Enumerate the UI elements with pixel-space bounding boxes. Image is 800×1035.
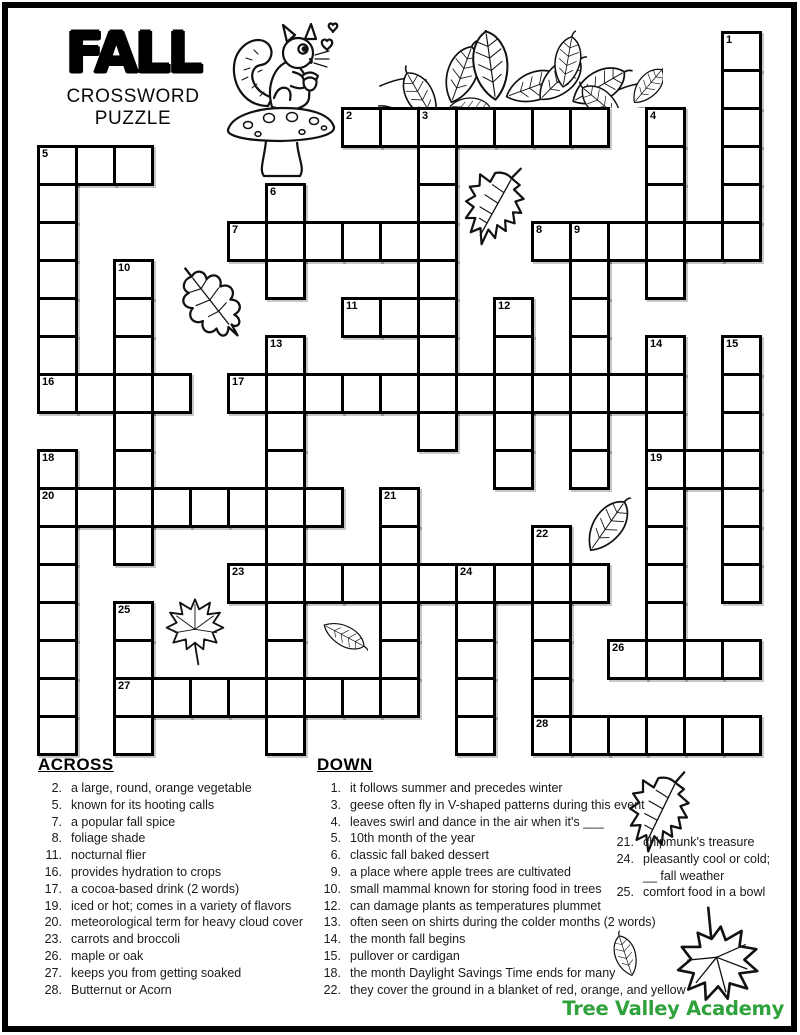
clue-list-number: 25. <box>616 885 634 900</box>
down-clues-right-column <box>612 829 782 901</box>
grid-cell[interactable] <box>569 563 610 604</box>
across-clue <box>38 830 318 847</box>
grid-cell[interactable] <box>151 487 192 528</box>
grid-cell[interactable] <box>645 715 686 756</box>
grid-cell[interactable] <box>417 563 458 604</box>
grid-cell[interactable] <box>569 297 610 338</box>
clue-list-number: 5. <box>330 831 341 846</box>
grid-cell[interactable] <box>493 449 534 490</box>
grid-cell[interactable] <box>113 297 154 338</box>
clue-list-text: nocturnal flier <box>71 848 147 863</box>
clue-list-number: 24. <box>616 851 634 866</box>
grid-cell[interactable] <box>645 145 686 186</box>
clue-number: 1 <box>726 34 733 46</box>
clue-list-number: 7. <box>51 814 62 829</box>
grid-cell[interactable] <box>379 221 420 262</box>
clue-number: 4 <box>650 110 657 122</box>
grid-cell[interactable] <box>265 487 306 528</box>
grid-cell[interactable] <box>379 601 420 642</box>
clue-list-text: provides hydration to crops <box>71 864 222 879</box>
clue-list-number: 27. <box>44 965 62 980</box>
grid-cell[interactable] <box>721 145 762 186</box>
clue-list-number: 4. <box>330 814 341 829</box>
grid-cell[interactable] <box>113 259 154 300</box>
grid-cell[interactable] <box>37 335 78 376</box>
clue-list-text: a place where apple trees are cultivated <box>350 864 571 879</box>
clue-list-number: 12. <box>323 898 341 913</box>
grid-cell[interactable] <box>37 373 78 414</box>
clue-list-text: the month fall begins <box>350 932 466 947</box>
grid-cell[interactable] <box>493 563 534 604</box>
grid-cell[interactable] <box>113 715 154 756</box>
leaf-pile-icon <box>378 30 663 108</box>
clue-list-text: leaves swirl and dance in the air when it's ___ <box>350 814 604 829</box>
clue-list-number: 9. <box>330 864 341 879</box>
down-clue <box>612 851 782 885</box>
down-clue <box>612 834 782 851</box>
grid-cell[interactable] <box>113 335 154 376</box>
grid-cell[interactable] <box>569 335 610 376</box>
grid-cell[interactable] <box>455 107 496 148</box>
grid-cell[interactable] <box>303 221 344 262</box>
across-clue <box>38 898 318 915</box>
grid-cell[interactable] <box>341 677 382 718</box>
clue-list-text: a cocoa-based drink (2 words) <box>71 881 240 896</box>
grid-cell[interactable] <box>645 487 686 528</box>
grid-cell[interactable] <box>721 31 762 72</box>
grid-cell[interactable] <box>721 639 762 680</box>
grid-cell[interactable] <box>645 335 686 376</box>
grid-cell[interactable] <box>265 183 306 224</box>
grid-cell[interactable] <box>531 601 572 642</box>
grid-cell[interactable] <box>683 639 724 680</box>
clue-number: 11 <box>346 300 358 312</box>
grid-cell[interactable] <box>379 487 420 528</box>
grid-cell[interactable] <box>721 411 762 452</box>
grid-cell[interactable] <box>721 183 762 224</box>
grid-cell[interactable] <box>37 487 78 528</box>
clue-list-number: 19. <box>44 898 62 913</box>
clue-number: 10 <box>118 262 131 274</box>
grid-cell[interactable] <box>493 297 534 338</box>
grid-cell[interactable] <box>645 449 686 490</box>
grid-cell[interactable] <box>379 373 420 414</box>
across-clue <box>38 780 318 797</box>
across-clue <box>38 948 318 965</box>
maple-leaf-icon <box>158 596 232 666</box>
down-clue <box>317 931 787 948</box>
grid-cell[interactable] <box>721 525 762 566</box>
grid-cell[interactable] <box>721 221 762 262</box>
grid-cell[interactable] <box>493 335 534 376</box>
grid-cell[interactable] <box>721 373 762 414</box>
clue-number: 24 <box>460 566 473 578</box>
grid-cell[interactable] <box>113 411 154 452</box>
grid-cell[interactable] <box>151 677 192 718</box>
grid-cell[interactable] <box>113 601 154 642</box>
grid-cell[interactable] <box>645 221 686 262</box>
clue-list-number: 5. <box>51 797 62 812</box>
grid-cell[interactable] <box>151 373 192 414</box>
clue-number: 26 <box>612 642 625 654</box>
grid-cell[interactable] <box>227 221 268 262</box>
down-clue <box>317 965 787 982</box>
grid-cell[interactable] <box>569 259 610 300</box>
across-clue <box>38 847 318 864</box>
grid-cell[interactable] <box>227 487 268 528</box>
grid-cell[interactable] <box>531 677 572 718</box>
grid-cell[interactable] <box>113 449 154 490</box>
across-clue <box>38 982 318 999</box>
grid-cell[interactable] <box>417 373 458 414</box>
clue-list-number: 26. <box>44 948 62 963</box>
grid-cell[interactable] <box>379 297 420 338</box>
clue-list-text: pleasantly cool or cold; __ fall weather <box>643 851 771 883</box>
grid-cell[interactable] <box>303 373 344 414</box>
clue-number: 13 <box>270 338 283 350</box>
grid-cell[interactable] <box>113 487 154 528</box>
grid-cell[interactable] <box>455 601 496 642</box>
grid-cell[interactable] <box>569 107 610 148</box>
across-clue <box>38 931 318 948</box>
grid-cell[interactable] <box>265 449 306 490</box>
down-clue <box>612 884 782 901</box>
grid-cell[interactable] <box>721 563 762 604</box>
clue-number: 2 <box>346 110 353 122</box>
grid-cell[interactable] <box>303 487 344 528</box>
grid-cell[interactable] <box>417 297 458 338</box>
clue-number: 6 <box>270 186 277 198</box>
title-block <box>28 21 238 130</box>
grid-cell[interactable] <box>265 335 306 376</box>
grid-cell[interactable] <box>683 715 724 756</box>
grid-cell[interactable] <box>531 563 572 604</box>
clue-list-number: 10. <box>323 881 341 896</box>
clue-number: 27 <box>118 680 131 692</box>
grid-cell[interactable] <box>75 373 116 414</box>
clue-list-number: 21. <box>616 835 634 849</box>
grid-cell[interactable] <box>417 107 458 148</box>
grid-cell[interactable] <box>531 107 572 148</box>
clue-number: 9 <box>574 224 581 236</box>
clue-list-text: geese often fly in V-shaped patterns during this event <box>350 797 645 812</box>
clue-list-number: 28. <box>44 982 62 997</box>
page-title: FALL <box>65 21 201 86</box>
grid-cell[interactable] <box>645 259 686 300</box>
clue-number: 17 <box>232 376 245 388</box>
clue-number: 16 <box>42 376 55 388</box>
clue-list-text: carrots and broccoli <box>71 932 181 947</box>
down-clue <box>317 780 787 797</box>
down-clue <box>317 797 787 814</box>
across-clue <box>38 797 318 814</box>
clue-number: 8 <box>536 224 543 236</box>
clue-number: 22 <box>536 528 549 540</box>
grid-cell[interactable] <box>265 601 306 642</box>
across-clue <box>38 914 318 931</box>
clue-number: 7 <box>232 224 239 236</box>
grid-cell[interactable] <box>265 259 306 300</box>
grid-cell[interactable] <box>645 563 686 604</box>
clue-list-text: known for its hooting calls <box>71 797 215 812</box>
clue-list-number: 1. <box>330 781 341 795</box>
down-header: DOWN <box>317 755 373 774</box>
grid-cell[interactable] <box>37 677 78 718</box>
clue-number: 25 <box>118 604 131 616</box>
grid-cell[interactable] <box>569 411 610 452</box>
grid-cell[interactable] <box>113 525 154 566</box>
grid-cell[interactable] <box>645 601 686 642</box>
across-clues-section <box>38 755 318 998</box>
grid-cell[interactable] <box>113 677 154 718</box>
grid-cell[interactable] <box>37 145 78 186</box>
clue-number: 19 <box>650 452 663 464</box>
clue-list-text: the month Daylight Savings Time ends for many <box>350 965 616 980</box>
grid-cell[interactable] <box>417 259 458 300</box>
clue-list-text: it follows summer and precedes winter <box>350 781 563 795</box>
down-right-clue-list <box>612 834 782 901</box>
grid-cell[interactable] <box>265 373 306 414</box>
down-clue <box>317 948 787 965</box>
clue-list-number: 16. <box>44 864 62 879</box>
clue-list-number: 3. <box>330 797 341 812</box>
grid-cell[interactable] <box>417 411 458 452</box>
clue-list-text: can damage plants as temperatures plummet <box>350 898 601 913</box>
grid-cell[interactable] <box>37 259 78 300</box>
clue-list-number: 14. <box>323 932 341 947</box>
grid-cell[interactable] <box>265 715 306 756</box>
grid-cell[interactable] <box>531 373 572 414</box>
grid-cell[interactable] <box>645 183 686 224</box>
grid-cell[interactable] <box>569 373 610 414</box>
grid-cell[interactable] <box>417 335 458 376</box>
grid-cell[interactable] <box>721 487 762 528</box>
down-clue <box>317 982 787 999</box>
grid-cell[interactable] <box>645 107 686 148</box>
brand-logo: Tree Valley Academy <box>562 997 784 1020</box>
grid-cell[interactable] <box>417 145 458 186</box>
grid-cell[interactable] <box>37 639 78 680</box>
clue-list-text: small mammal known for storing food in trees <box>350 881 602 896</box>
grid-cell[interactable] <box>455 373 496 414</box>
grid-cell[interactable] <box>341 221 382 262</box>
clue-list-number: 6. <box>330 848 341 863</box>
grid-cell[interactable] <box>607 715 648 756</box>
clue-list-text: a large, round, orange vegetable <box>71 781 252 795</box>
across-clue <box>38 881 318 898</box>
grid-cell[interactable] <box>645 373 686 414</box>
grid-cell[interactable] <box>493 411 534 452</box>
grid-cell[interactable] <box>379 563 420 604</box>
grid-cell[interactable] <box>113 145 154 186</box>
grid-cell[interactable] <box>531 715 572 756</box>
grid-cell[interactable] <box>417 183 458 224</box>
grid-cell[interactable] <box>379 639 420 680</box>
clue-list-number: 22. <box>323 982 341 997</box>
clue-list-text: maple or oak <box>71 948 144 963</box>
clue-number: 15 <box>726 338 739 350</box>
grid-cell[interactable] <box>265 525 306 566</box>
across-clue <box>38 814 318 831</box>
grid-cell[interactable] <box>75 145 116 186</box>
clue-list-text: a popular fall spice <box>71 814 176 829</box>
grid-cell[interactable] <box>265 411 306 452</box>
grid-cell[interactable] <box>265 639 306 680</box>
clue-list-number: 2. <box>51 781 62 795</box>
grid-cell[interactable] <box>455 639 496 680</box>
grid-cell[interactable] <box>607 373 648 414</box>
clue-list-text: comfort food in a bowl <box>643 885 766 900</box>
squirrel-on-mushroom-icon <box>222 14 340 182</box>
grid-cell[interactable] <box>113 373 154 414</box>
grid-cell[interactable] <box>303 677 344 718</box>
grid-cell[interactable] <box>227 373 268 414</box>
clue-list-number: 8. <box>51 831 62 846</box>
grid-cell[interactable] <box>493 107 534 148</box>
clue-number: 20 <box>42 490 55 502</box>
grid-cell[interactable] <box>531 221 572 262</box>
grid-cell[interactable] <box>303 563 344 604</box>
grid-cell[interactable] <box>113 639 154 680</box>
grid-cell[interactable] <box>37 715 78 756</box>
clue-list-text: chipmunk's treasure <box>643 835 755 849</box>
clue-list-number: 13. <box>323 915 341 930</box>
grid-cell[interactable] <box>379 525 420 566</box>
grid-cell[interactable] <box>379 677 420 718</box>
grid-cell[interactable] <box>531 525 572 566</box>
grid-cell[interactable] <box>341 563 382 604</box>
clue-list-number: 18. <box>323 965 341 980</box>
page-subtitle: CROSSWORD PUZZLE <box>66 86 200 129</box>
clue-list-number: 11. <box>45 848 62 863</box>
grid-cell[interactable] <box>721 715 762 756</box>
grid-cell[interactable] <box>341 373 382 414</box>
clue-number: 18 <box>42 452 55 464</box>
grid-cell[interactable] <box>683 221 724 262</box>
grid-cell[interactable] <box>227 677 268 718</box>
clue-list-text: 10th month of the year <box>350 831 476 846</box>
grid-cell[interactable] <box>569 715 610 756</box>
grid-cell[interactable] <box>341 107 382 148</box>
clue-number: 5 <box>42 148 49 160</box>
grid-cell[interactable] <box>645 525 686 566</box>
clue-number: 28 <box>536 718 549 730</box>
clue-list-text: pullover or cardigan <box>350 948 460 963</box>
down-clue <box>317 814 787 831</box>
small-leaf-icon <box>564 478 654 569</box>
grid-cell[interactable] <box>417 221 458 262</box>
grid-cell[interactable] <box>531 639 572 680</box>
grid-cell[interactable] <box>607 221 648 262</box>
grid-cell[interactable] <box>37 449 78 490</box>
clue-list-text: iced or hot; comes in a variety of flavors <box>71 898 292 913</box>
grid-cell[interactable] <box>569 221 610 262</box>
clue-list-number: 15. <box>323 948 341 963</box>
grid-cell[interactable] <box>493 373 534 414</box>
across-header: ACROSS <box>38 755 114 774</box>
clue-list-text: keeps you from getting soaked <box>71 965 242 980</box>
grid-cell[interactable] <box>645 639 686 680</box>
grid-cell[interactable] <box>607 639 648 680</box>
clue-list-text: foliage shade <box>71 831 146 846</box>
grid-cell[interactable] <box>75 487 116 528</box>
across-clue-list <box>38 780 318 998</box>
clue-list-text: often seen on shirts during the colder months (2 words) <box>350 915 656 930</box>
clue-number: 12 <box>498 300 511 312</box>
grid-cell[interactable] <box>37 563 78 604</box>
grid-cell[interactable] <box>455 715 496 756</box>
grid-cell[interactable] <box>645 411 686 452</box>
clue-list-number: 17. <box>44 881 62 896</box>
clue-list-text: Butternut or Acorn <box>71 982 172 997</box>
grid-cell[interactable] <box>721 69 762 110</box>
grid-cell[interactable] <box>265 563 306 604</box>
clue-list-text: meteorological term for heavy cloud cover <box>71 915 304 930</box>
grid-cell[interactable] <box>721 107 762 148</box>
grid-cell[interactable] <box>37 221 78 262</box>
across-clue <box>38 965 318 982</box>
grid-cell[interactable] <box>379 107 420 148</box>
grid-cell[interactable] <box>721 335 762 376</box>
grid-cell[interactable] <box>37 183 78 224</box>
clue-number: 14 <box>650 338 663 350</box>
grid-cell[interactable] <box>683 449 724 490</box>
grid-cell[interactable] <box>227 563 268 604</box>
clue-number: 23 <box>232 566 245 578</box>
clue-list-text: they cover the ground in a blanket of red, orange, and yellow <box>350 982 686 997</box>
clue-number: 3 <box>422 110 429 122</box>
clue-list-text: classic fall baked dessert <box>350 848 489 863</box>
clue-list-number: 20. <box>44 915 62 930</box>
grid-cell[interactable] <box>569 449 610 490</box>
grid-cell[interactable] <box>265 221 306 262</box>
grid-cell[interactable] <box>37 525 78 566</box>
grid-cell[interactable] <box>455 563 496 604</box>
grid-cell[interactable] <box>265 677 306 718</box>
clue-list-number: 23. <box>44 932 62 947</box>
grid-cell[interactable] <box>721 449 762 490</box>
grid-cell[interactable] <box>455 677 496 718</box>
slim-leaf-icon <box>308 600 381 676</box>
grid-cell[interactable] <box>189 677 230 718</box>
clue-number: 21 <box>384 490 397 502</box>
grid-cell[interactable] <box>341 297 382 338</box>
grid-cell[interactable] <box>37 297 78 338</box>
grid-cell[interactable] <box>189 487 230 528</box>
down-clue <box>317 914 787 931</box>
across-clue <box>38 864 318 881</box>
grid-cell[interactable] <box>37 601 78 642</box>
